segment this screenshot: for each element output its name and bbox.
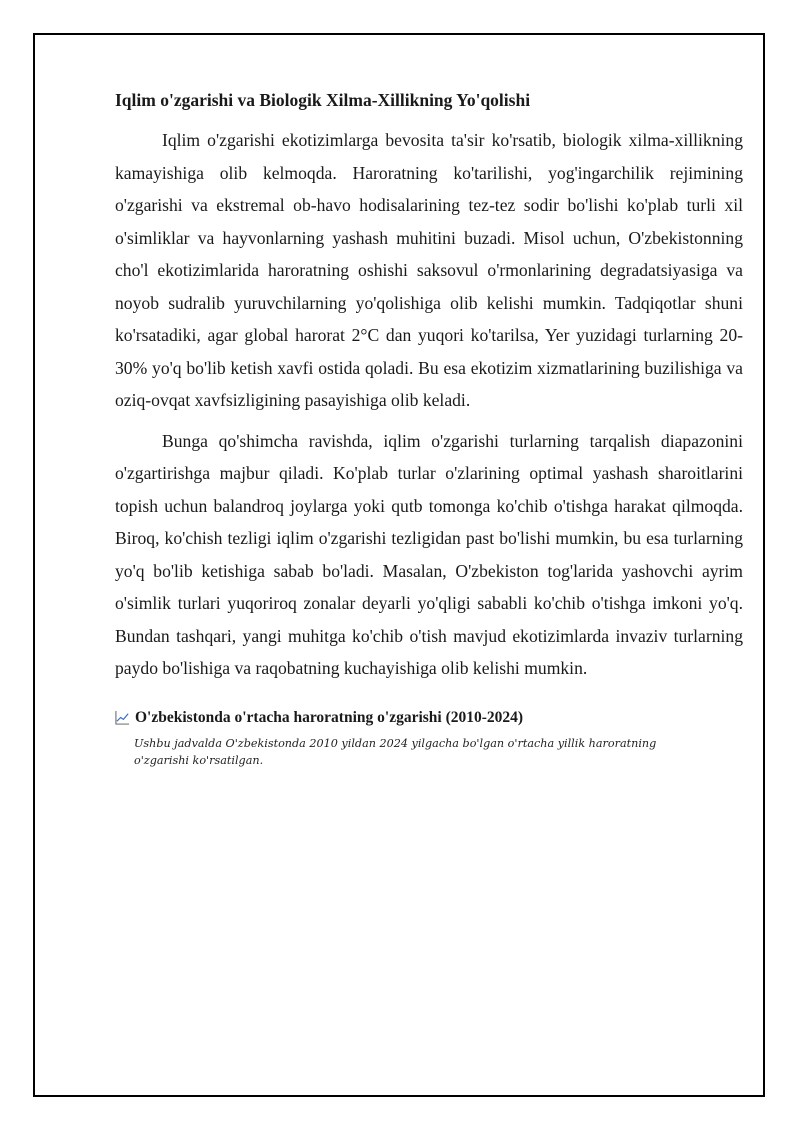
chart-line-icon <box>115 710 130 725</box>
document-body <box>115 86 743 769</box>
paragraph-1: Iqlim o'zgarishi ekotizimlarga bevosita ta'sir ko'rsatib, biologik xilma-xillikning kamayishiga olib kelmoqda. Haroratning ko'tarilishi, yog'ingarchilik rejimining o'zgarishi va ekstremal ob-havo hodisalarining tez-tez sodir bo'lishi ko'plab turli xil o'simliklar va hayvonlarning yashash muhitini buzadi. Misol uchun, O'zbekistonning cho'l ekotizimlarida haroratning oshishi saksovul o'rmonlarining degradatsiyasiga va noyob sudralib yuruvchilarning yo'qolishiga olib kelishi mumkin. Tadqiqotlar shuni ko'rsatadiki, agar global harorat 2°C dan yuqori ko'tarilsa, Yer yuzidagi turlarning 20-30% yo'q bo'lib ketish xavfi ostida qoladi. Bu esa ekotizim xizmatlarining buzilishiga va oziq-ovqat xavfsizligining pasayishiga olib keladi. <box>115 130 743 410</box>
table-description: Ushbu jadvalda O'zbekistonda 2010 yildan 2024 yilgacha bo'lgan o'rtacha yillik haroratning o'zgarishi ko'rsatilgan. <box>134 736 657 767</box>
paragraph-2: Bunga qo'shimcha ravishda, iqlim o'zgarishi turlarning tarqalish diapazonini o'zgartirishga majbur qiladi. Ko'plab turlar o'zlarining optimal yashash sharoitlarini topish uchun balandroq joylarga yoki qutb tomonga ko'chib o'tishga harakat qilmoqda. Biroq, ko'chish tezligi iqlim o'zgarishi tezligidan past bo'lishi mumkin, bu esa turlarning yo'q bo'lib ketishiga sabab bo'ladi. Masalan, O'zbekiston tog'larida yashovchi ayrim o'simlik turlari yuqoriroq zonalar deyarli yo'qligi sababli ko'chib o'tishga imkoni yo'q. Bundan tashqari, yangi muhitga ko'chib o'tish mavjud ekotizimlarda invaziv turlarning paydo bo'lishiga va raqobatning kuchayishiga olib kelishi mumkin. <box>115 430 743 678</box>
document-title: Iqlim o'zgarishi va Biologik Xilma-Xillikning Yo'qolishi <box>115 90 531 110</box>
table-caption-text: O'zbekistonda o'rtacha haroratning o'zgarishi (2010-2024) <box>135 708 524 726</box>
table-caption <box>115 707 743 729</box>
